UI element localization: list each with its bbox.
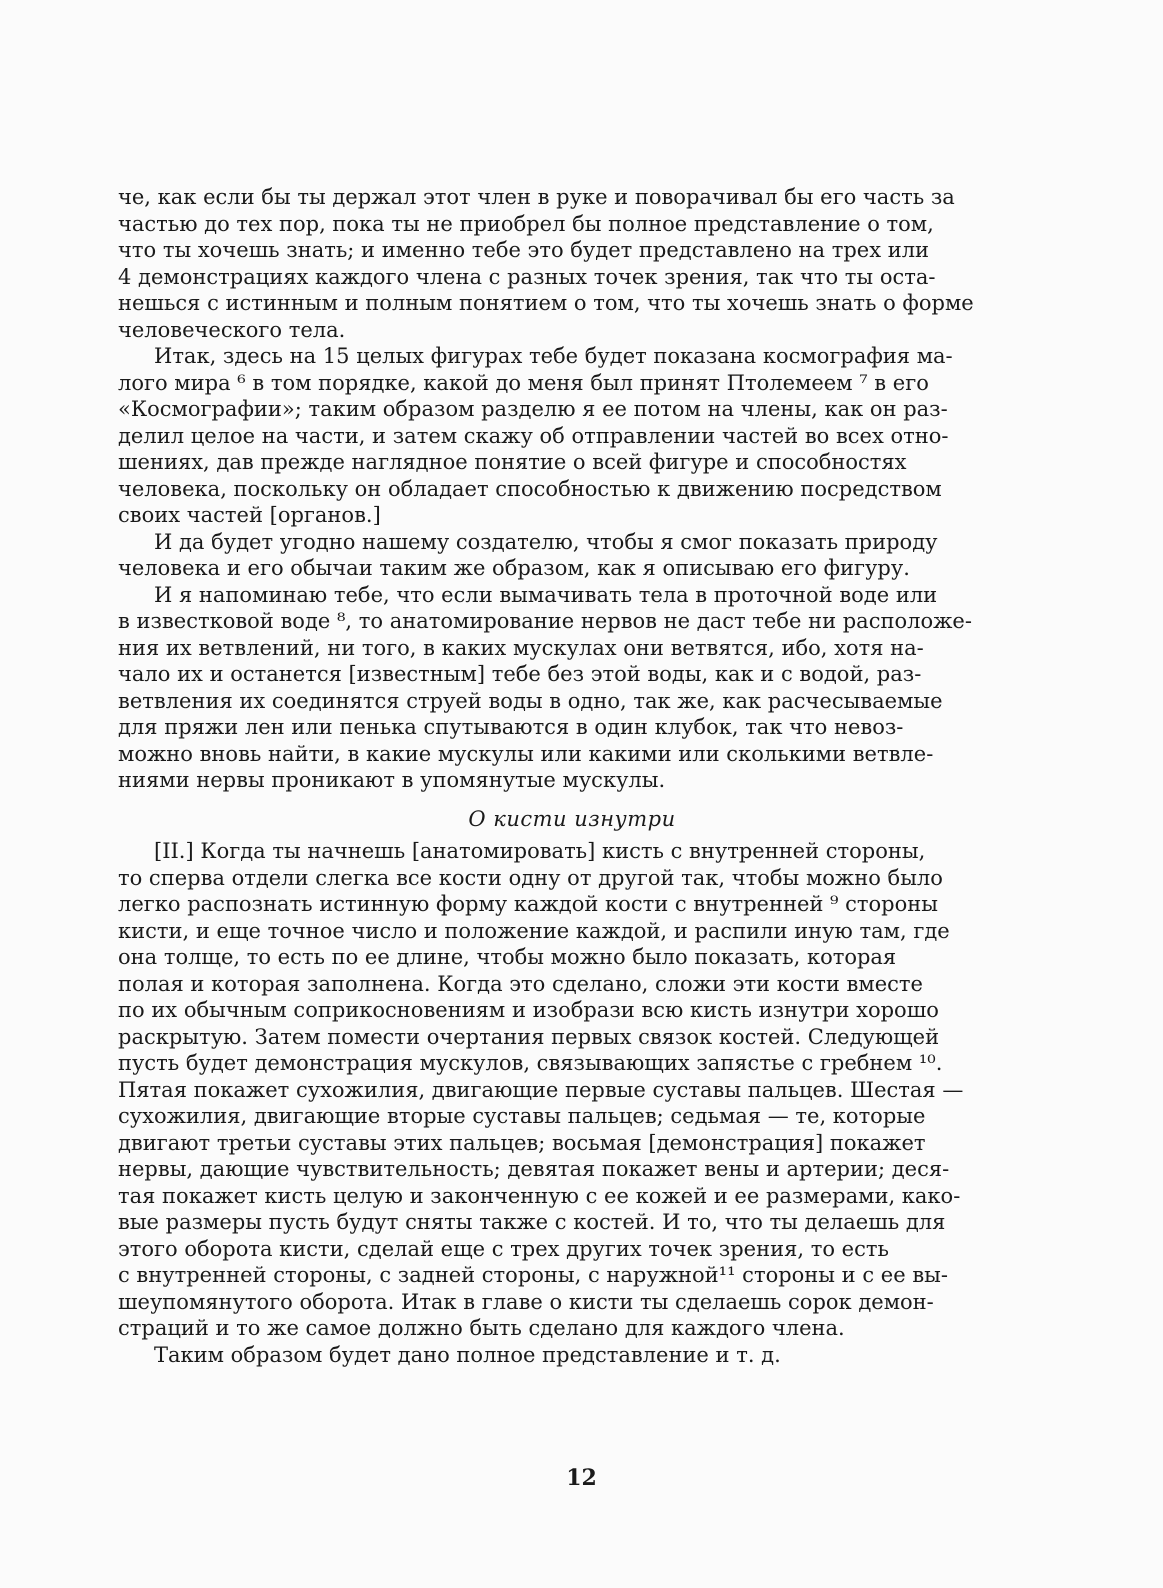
text-line: двигают третьи суставы этих пальцев; восьмая [демонстрация] покажет bbox=[118, 1130, 926, 1155]
text-line: шениях, дав прежде наглядное понятие о всей фигуре и способностях bbox=[118, 450, 907, 474]
text-line: своих частей [органов.] bbox=[118, 503, 381, 527]
text-line: тая покажет кисть целую и законченную с ее кожей и ее размерами, како- bbox=[118, 1183, 961, 1208]
text-line: в известковой воде ⁸, то анатомирование нервов не даст тебе ни расположе- bbox=[118, 609, 972, 633]
paragraph bbox=[118, 582, 1026, 794]
text-line: человека, поскольку он обладает способностью к движению посредством bbox=[118, 476, 942, 501]
text-line: страций и то же самое должно быть сделано для каждого члена. bbox=[118, 1316, 845, 1340]
text-line: она толще, то есть по ее длине, чтобы можно было показать, которая bbox=[118, 945, 897, 969]
text-line: ниями нервы проникают в упомянутые мускулы. bbox=[118, 768, 666, 792]
section-heading: О кисти изнутри bbox=[468, 806, 676, 831]
text-line: шеупомянутого оборота. Итак в главе о кисти ты сделаешь сорок демон- bbox=[118, 1289, 934, 1314]
text-line: легко распознать истинную форму каждой кости с внутренней ⁹ стороны bbox=[118, 892, 938, 916]
text-line: то сперва отдели слегка все кости одну от другой так, чтобы можно было bbox=[118, 865, 943, 890]
text-line: И да будет угодно нашему создателю, чтобы я смог показать природу bbox=[154, 529, 938, 554]
text-line: чало их и останется [известным] тебе без этой воды, как и с водой, раз- bbox=[118, 662, 922, 686]
text-line: нервы, дающие чувствительность; девятая покажет вены и артерии; деся- bbox=[118, 1157, 950, 1181]
text-line: человека и его обычаи таким же образом, как я описываю его фигуру. bbox=[118, 556, 910, 580]
text-line: пусть будет демонстрация мускулов, связывающих запястье с гребнем ¹⁰. bbox=[118, 1051, 943, 1075]
paragraph bbox=[118, 343, 1026, 529]
text-line: можно вновь найти, в какие мускулы или какими или сколькими ветвле- bbox=[118, 741, 934, 766]
text-line: 4 демонстрациях каждого члена с разных точек зрения, так что ты оста- bbox=[118, 264, 936, 289]
text-line: «Космографии»; таким образом разделю я ее потом на члены, как он раз- bbox=[118, 397, 948, 421]
text-line: Итак, здесь на 15 целых фигурах тебе будет показана космография ма- bbox=[154, 344, 953, 368]
text-line: для пряжи лен или пенька спутываются в один клубок, так что невоз- bbox=[118, 715, 904, 739]
text-line: [II.] Когда ты начнешь [анатомировать] кисть с внутренней стороны, bbox=[154, 839, 926, 863]
text-line: лого мира ⁶ в том порядке, какой до меня был принят Птолемеем ⁷ в его bbox=[118, 370, 929, 395]
text-line: сухожилия, двигающие вторые суставы пальцев; седьмая — те, которые bbox=[118, 1104, 926, 1128]
text-line: по их обычным соприкосновениям и изобрази всю кисть изнутри хорошо bbox=[118, 998, 939, 1022]
text-line: полая и которая заполнена. Когда это сделано, сложи эти кости вместе bbox=[118, 971, 923, 996]
text-line: кисти, и еще точное число и положение каждой, и распили иную там, где bbox=[118, 918, 950, 943]
text-line: частью до тех пор, пока ты не приобрел бы полное представление о том, bbox=[118, 211, 934, 236]
paragraph bbox=[118, 1342, 1026, 1369]
text-line: И я напоминаю тебе, что если вымачивать тела в проточной воде или bbox=[154, 582, 938, 607]
paragraph bbox=[118, 838, 1026, 1342]
page-number: 12 bbox=[566, 1465, 597, 1491]
text-line: нешься с истинным и полным понятием о том, что ты хочешь знать о форме bbox=[118, 291, 974, 315]
paragraph bbox=[118, 529, 1026, 582]
text-line: ния их ветвлений, ни того, в каких мускулах они ветвятся, ибо, хотя на- bbox=[118, 635, 924, 660]
text-line: человеческого тела. bbox=[118, 317, 346, 342]
text-line: что ты хочешь знать; и именно тебе это будет представлено на трех или bbox=[118, 238, 930, 262]
text-line: делил целое на части, и затем скажу об отправлении частей во всех отно- bbox=[118, 423, 949, 448]
text-line: с внутренней стороны, с задней стороны, с наружной¹¹ стороны и с ее вы- bbox=[118, 1263, 948, 1287]
text-line: Таким образом будет дано полное представление и т. д. bbox=[154, 1342, 781, 1367]
text-line: Пятая покажет сухожилия, двигающие первые суставы пальцев. Шестая — bbox=[118, 1077, 964, 1102]
text-line: вые размеры пусть будут сняты также с костей. И то, что ты делаешь для bbox=[118, 1210, 946, 1234]
paragraph bbox=[118, 184, 1026, 343]
text-line: ветвления их соединятся струей воды в одно, так же, как расчесываемые bbox=[118, 688, 943, 713]
text-line: че, как если бы ты держал этот член в руке и поворачивал бы его часть за bbox=[118, 185, 955, 209]
body-text bbox=[118, 184, 1026, 1368]
text-line: этого оборота кисти, сделай еще с трех других точек зрения, то есть bbox=[118, 1236, 889, 1261]
text-line: раскрытую. Затем помести очертания первых связок костей. Следующей bbox=[118, 1024, 940, 1049]
